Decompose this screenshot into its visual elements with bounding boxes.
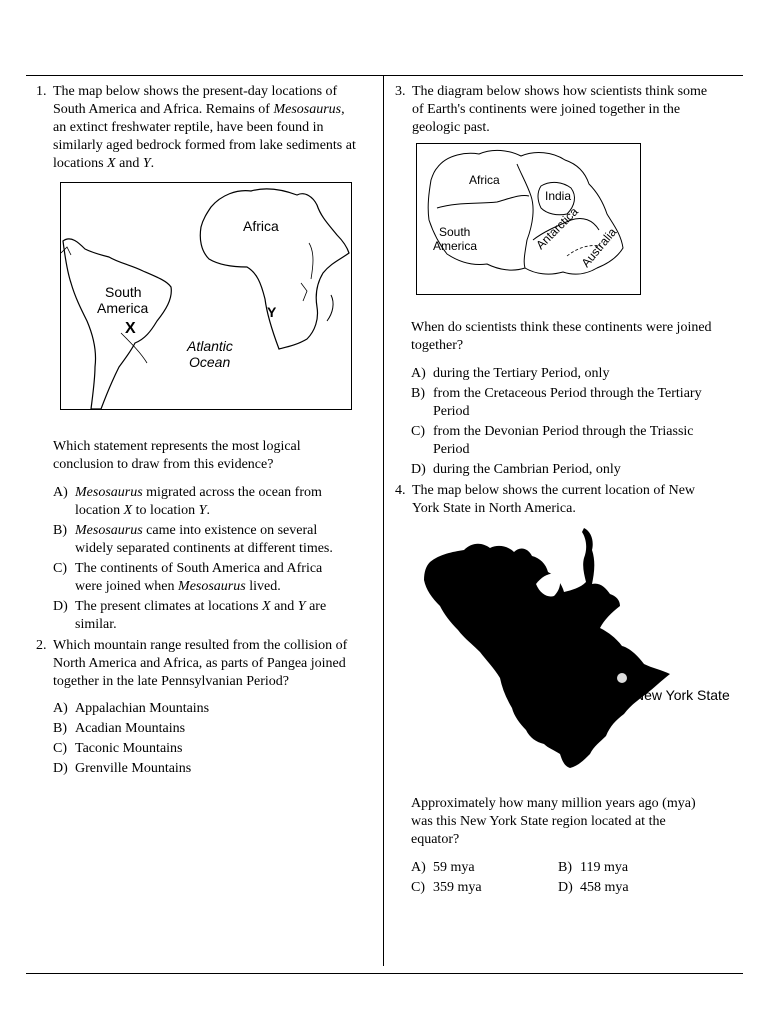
- map-label-south: South: [105, 284, 142, 300]
- question-2: [36, 637, 381, 691]
- choice-a[interactable]: A) Mesosaurus migrated across the ocean from location X to location Y.: [53, 485, 322, 518]
- question-number: 3.: [395, 84, 406, 99]
- question-4-choices: [411, 859, 741, 899]
- choice-d[interactable]: D) during the Cambrian Period, only: [411, 462, 621, 477]
- choice-c[interactable]: C) 359 mya: [411, 880, 482, 895]
- choice-c[interactable]: C) Taconic Mountains: [53, 741, 183, 756]
- diagram-label-antarctica: Antarctica: [533, 204, 581, 253]
- question-3: [395, 83, 740, 137]
- choice-label: A): [53, 485, 68, 500]
- text-line: South America and Africa. Remains of Mesosaurus,: [53, 102, 345, 117]
- choice-c[interactable]: C) from the Devonian Period through the Triassic Period: [411, 424, 694, 457]
- question-3-prompt: When do scientists think these continents were joined together?: [411, 320, 712, 353]
- diagram-label-america: America: [433, 239, 478, 253]
- choice-c[interactable]: C) The continents of South America and Africa were joined when Mesosaurus lived.: [53, 561, 323, 594]
- bottom-rule: [26, 973, 743, 974]
- question-4-prompt: Approximately how many million years ago (mya) was this New York State region located at the equator?: [411, 796, 696, 847]
- map-label-ocean: Ocean: [189, 354, 231, 370]
- question-1-choices: [53, 484, 378, 636]
- choice-b[interactable]: B) from the Cretaceous Period through the Tertiary Period: [411, 386, 702, 419]
- choice-label: C): [53, 561, 67, 576]
- diagram-label-africa: Africa: [469, 173, 500, 187]
- choice-b[interactable]: B) Acadian Mountains: [53, 721, 186, 736]
- text-line: an extinct freshwater reptile, have been found in: [53, 120, 324, 135]
- question-2-choices: [53, 700, 373, 780]
- question-1-prompt: [53, 438, 383, 474]
- north-america-map: [416, 528, 741, 776]
- question-1: [36, 83, 381, 173]
- gondwana-diagram: [416, 143, 641, 295]
- question-3-choices: [411, 365, 736, 481]
- text-line: locations X and Y.: [53, 156, 155, 171]
- question-number: 2.: [36, 638, 47, 653]
- choice-d[interactable]: D) 458 mya: [558, 880, 629, 895]
- map-label-america: America: [97, 300, 149, 316]
- top-rule: [26, 75, 743, 76]
- choice-label: B): [53, 523, 67, 538]
- choice-b[interactable]: B) Mesosaurus came into existence on several widely separated continents at different times.: [53, 523, 333, 556]
- diagram-label-india: India: [545, 189, 572, 203]
- choice-d[interactable]: D) Grenville Mountains: [53, 761, 192, 776]
- choice-a[interactable]: A) during the Tertiary Period, only: [411, 366, 610, 381]
- text-line: similarly aged bedrock formed from lake sediments at: [53, 138, 356, 153]
- location-y-label: Y: [267, 304, 277, 320]
- question-number: 4.: [395, 483, 406, 498]
- map-label-atlantic: Atlantic: [187, 338, 233, 354]
- choice-b[interactable]: B) 119 mya: [558, 860, 629, 875]
- choice-d[interactable]: D) The present climates at locations X and Y are similar.: [53, 599, 327, 632]
- question-text: The diagram below shows how scientists think some of Earth's continents were joined together in the geologic past.: [412, 84, 708, 135]
- diagram-label-south: South: [439, 225, 471, 239]
- location-x-label: X: [125, 320, 136, 337]
- choice-a[interactable]: A) Appalachian Mountains: [53, 701, 210, 716]
- question-text: The map below shows the current location of New York State in North America.: [412, 483, 696, 516]
- south-america-africa-map: [60, 182, 352, 410]
- choice-label: D): [53, 599, 68, 614]
- prompt-line: Which statement represents the most logical: [53, 439, 301, 454]
- text-line: The map below shows the present-day locations of: [53, 84, 338, 99]
- question-number: 1.: [36, 84, 47, 99]
- choice-a[interactable]: A) 59 mya: [411, 860, 475, 875]
- question-4: [395, 482, 740, 518]
- question-text: [53, 83, 381, 173]
- column-divider: [383, 76, 384, 966]
- diagram-label-australia: Australia: [578, 225, 620, 270]
- question-text: Which mountain range resulted from the collision of North America and Africa, as parts of Pangea joined together in the late Pennsylvanian Period?: [53, 638, 348, 689]
- prompt-line: conclusion to draw from this evidence?: [53, 457, 274, 472]
- map-label-africa: Africa: [243, 218, 279, 234]
- new-york-state-label: New York State: [634, 687, 730, 703]
